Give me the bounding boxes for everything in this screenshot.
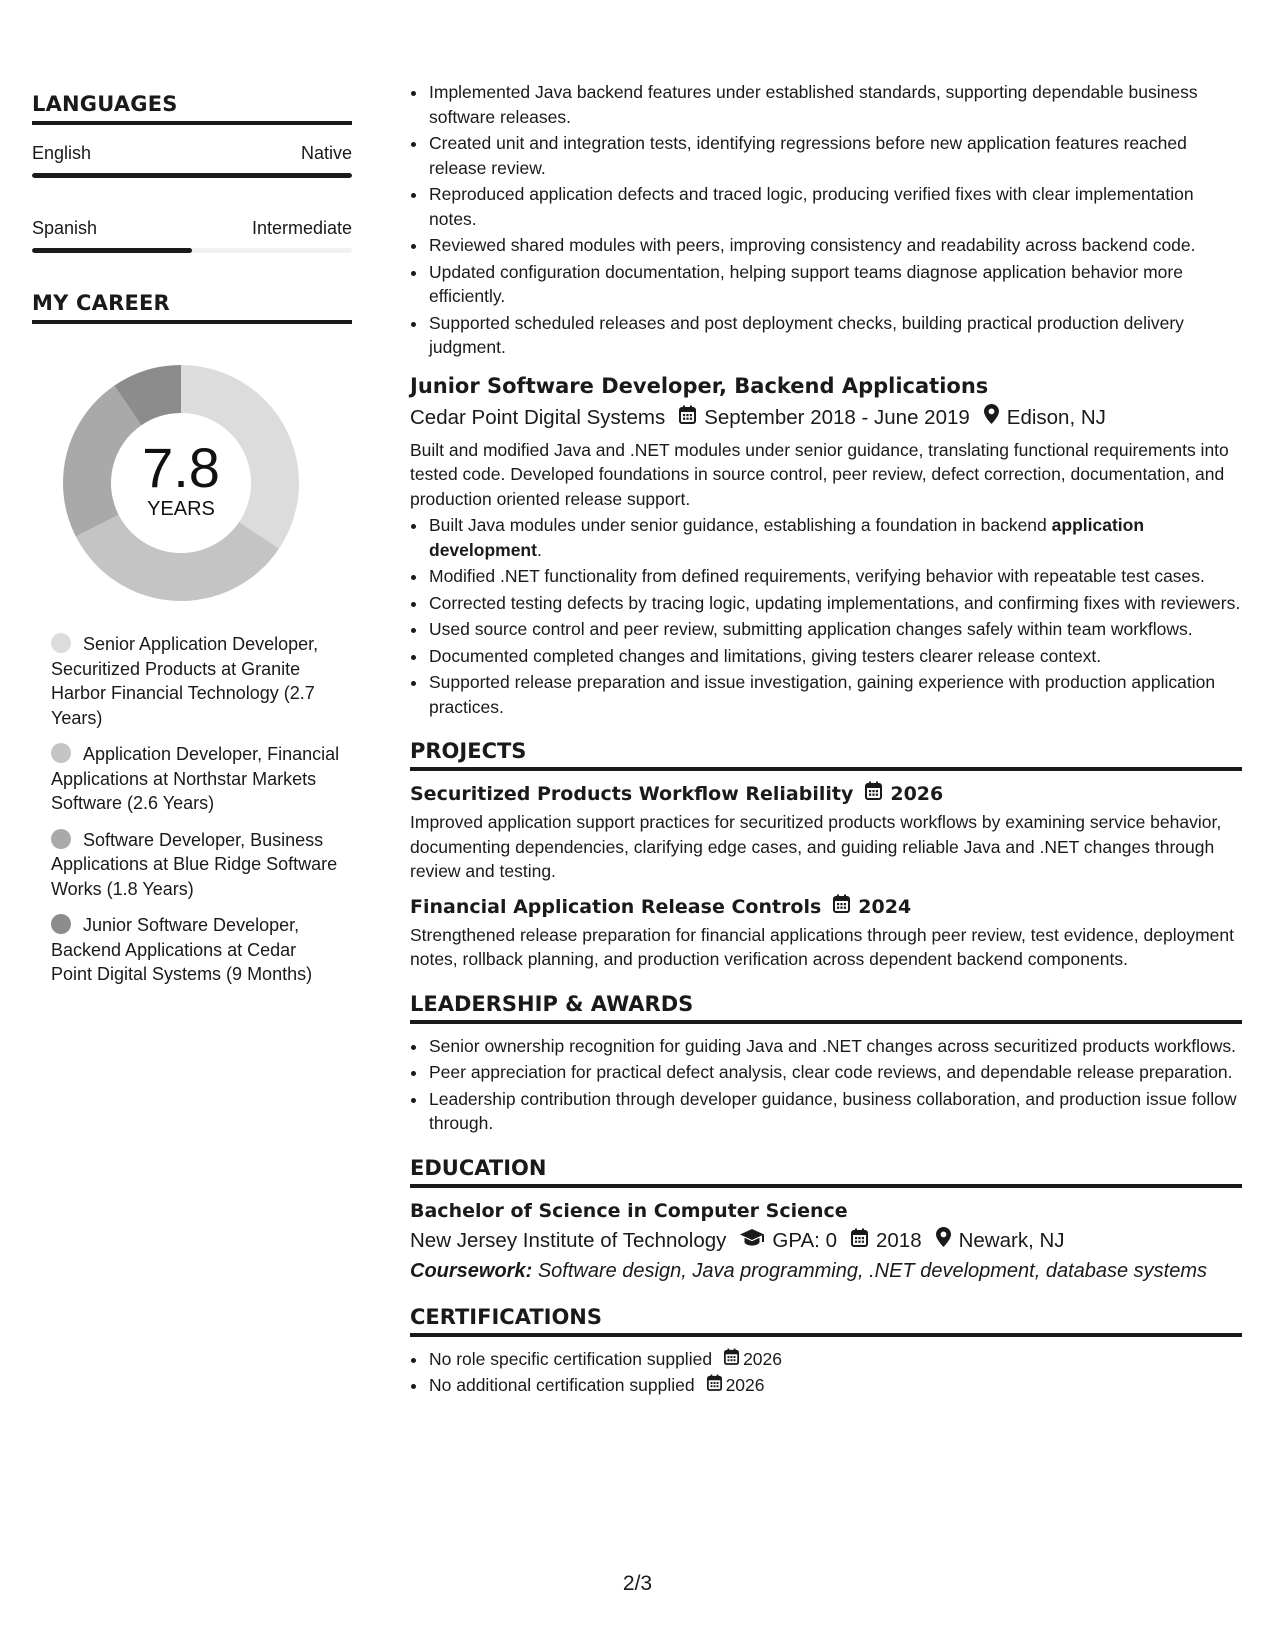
career-legend-item	[51, 828, 341, 902]
job-title: Junior Software Developer, Backend Applications	[410, 373, 989, 398]
legend-dot	[51, 743, 71, 763]
list-item: • Implemented Java backend features under established standards, supporting dependable business software releases.	[428, 80, 1242, 129]
language-level: Intermediate	[251, 218, 352, 238]
project-title: Financial Application Release Controls	[410, 895, 822, 918]
education-year: 2018	[875, 1228, 922, 1252]
legend-label: Junior Software Developer, Backend Applications at Cedar Point Digital Systems (9 Months)	[51, 915, 313, 984]
certifications-heading: CERTIFICATIONS	[410, 1305, 1242, 1337]
bullet-highlight: application development	[429, 515, 1145, 560]
project-item	[410, 781, 1242, 884]
education-coursework	[410, 1257, 1242, 1285]
education-school: New Jersey Institute of Technology	[410, 1228, 727, 1252]
career-legend-item	[51, 742, 341, 816]
legend-dot	[51, 914, 71, 934]
education-gpa: GPA: 0	[772, 1228, 837, 1252]
job-meta	[410, 404, 1242, 432]
calendar-icon	[724, 1347, 739, 1372]
legend-label: Senior Application Developer, Securitized Products at Granite Harbor Financial Technology (2.7 Years)	[51, 634, 319, 728]
education-degree: Bachelor of Science in Computer Science	[410, 1199, 848, 1222]
legend-label: Software Developer, Business Applications at Blue Ridge Software Works (1.8 Years)	[51, 829, 338, 899]
list-item: • Peer appreciation for practical defect analysis, clear code reviews, and dependable release preparation.	[428, 1060, 1242, 1085]
job-company: Cedar Point Digital Systems	[410, 405, 666, 429]
project-description: Strengthened release preparation for financial applications through peer review, test evidence, deployment notes, rollback planning, and production verification across dependent backend components.	[410, 924, 1234, 969]
calendar-icon	[851, 1227, 868, 1255]
bullet-text: Built Java modules under senior guidance, establishing a foundation in backend	[429, 515, 1052, 535]
list-item: • Modified .NET functionality from defined requirements, verifying behavior with repeatable test cases.	[428, 564, 1242, 589]
list-item: • Supported scheduled releases and post deployment checks, building practical production delivery judgment.	[428, 311, 1242, 360]
coursework-text: Software design, Java programming, .NET development, database systems	[537, 1259, 1208, 1282]
projects-heading: PROJECTS	[410, 739, 1242, 771]
map-pin-icon	[984, 404, 999, 432]
job-summary: Built and modified Java and .NET modules under senior guidance, translating functional requirements into tested code. Developed foundations in source control, peer review, defect correction, documentation, and production oriented release support.	[410, 439, 1229, 509]
list-item	[428, 1347, 1242, 1372]
legend-label: Application Developer, Financial Applications at Northstar Markets Software (2.6 Years)	[51, 744, 340, 813]
main-column	[410, 80, 1242, 1400]
list-item: • Reproduced application defects and traced logic, producing verified fixes with clear implementation notes.	[428, 182, 1242, 231]
project-year: 2026	[890, 783, 944, 805]
career-heading: MY CAREER	[32, 291, 352, 324]
language-item	[32, 141, 352, 178]
languages-list	[32, 141, 352, 253]
list-item	[428, 1373, 1242, 1398]
education-location: Newark, NJ	[958, 1228, 1065, 1252]
certification-name: • No additional certification supplied	[429, 1375, 695, 1395]
career-legend-item	[51, 632, 341, 730]
project-year: 2024	[858, 895, 912, 918]
language-item	[32, 216, 352, 253]
page-number-text: 2/3	[622, 1572, 653, 1595]
language-proficiency-bar	[32, 173, 352, 178]
language-proficiency-fill	[32, 173, 352, 178]
legend-dot	[51, 829, 71, 849]
list-item: • Documented completed changes and limitations, giving testers clearer release context.	[428, 644, 1242, 669]
list-item: • Updated configuration documentation, helping support teams diagnose application behavior more efficiently.	[428, 260, 1242, 309]
language-proficiency-bar	[32, 248, 352, 253]
certification-name: • No role specific certification supplied	[429, 1348, 713, 1369]
leadership-heading: LEADERSHIP & AWARDS	[410, 992, 1242, 1024]
map-pin-icon	[936, 1227, 951, 1255]
calendar-icon	[833, 894, 850, 921]
sidebar	[32, 92, 352, 999]
certification-year: 2026	[743, 1348, 782, 1369]
certification-year: 2026	[725, 1375, 765, 1395]
bullet-text-end: .	[536, 539, 542, 560]
project-item	[410, 894, 1242, 972]
previous-job-bullets	[410, 80, 1242, 360]
list-item: • Supported release preparation and issue investigation, gaining experience with production application practices.	[428, 670, 1242, 719]
project-description: Improved application support practices for securitized products workflows by examining service behavior, documenting dependencies, clarifying edge cases, and guiding reliable Java and .NET changes through review and testing.	[410, 812, 1222, 881]
career-donut-chart	[56, 358, 306, 608]
language-name: English	[32, 143, 92, 163]
list-item: • Corrected testing defects by tracing logic, updating implementations, and confirming fixes with reviewers.	[428, 591, 1242, 616]
job-dates: September 2018 - June 2019	[704, 405, 970, 429]
graduation-cap-icon	[740, 1227, 764, 1255]
calendar-icon	[679, 404, 696, 432]
calendar-icon	[865, 781, 882, 808]
list-item: • Reviewed shared modules with peers, improving consistency and readability across backend code.	[428, 233, 1242, 258]
legend-dot	[51, 633, 71, 653]
job-bullets	[410, 513, 1242, 719]
languages-heading: LANGUAGES	[32, 92, 352, 125]
career-legend	[32, 632, 341, 987]
calendar-icon	[707, 1373, 722, 1398]
page-number	[0, 1572, 1275, 1596]
education-heading: EDUCATION	[410, 1156, 1242, 1188]
language-name: Spanish	[32, 218, 98, 238]
list-item: • Senior ownership recognition for guiding Java and .NET changes across securitized products workflows.	[428, 1034, 1242, 1059]
career-total-value: 7.8	[142, 436, 220, 499]
coursework-label: Coursework:	[410, 1259, 533, 1282]
job-location: Edison, NJ	[1006, 405, 1106, 429]
language-level: Native	[300, 143, 352, 163]
list-item	[428, 513, 1242, 562]
education-meta	[410, 1227, 1242, 1255]
career-legend-item	[51, 913, 341, 987]
list-item: • Leadership contribution through developer guidance, business collaboration, and production issue follow through.	[428, 1087, 1242, 1136]
list-item: • Created unit and integration tests, identifying regressions before new application features reached release review.	[428, 131, 1242, 180]
leadership-list	[410, 1034, 1242, 1136]
certifications-list	[410, 1347, 1242, 1398]
language-proficiency-fill	[32, 248, 192, 253]
list-item: • Used source control and peer review, submitting application changes safely within team workflows.	[428, 617, 1242, 642]
project-title: Securitized Products Workflow Reliability	[410, 783, 854, 805]
career-total-unit: YEARS	[147, 498, 215, 520]
